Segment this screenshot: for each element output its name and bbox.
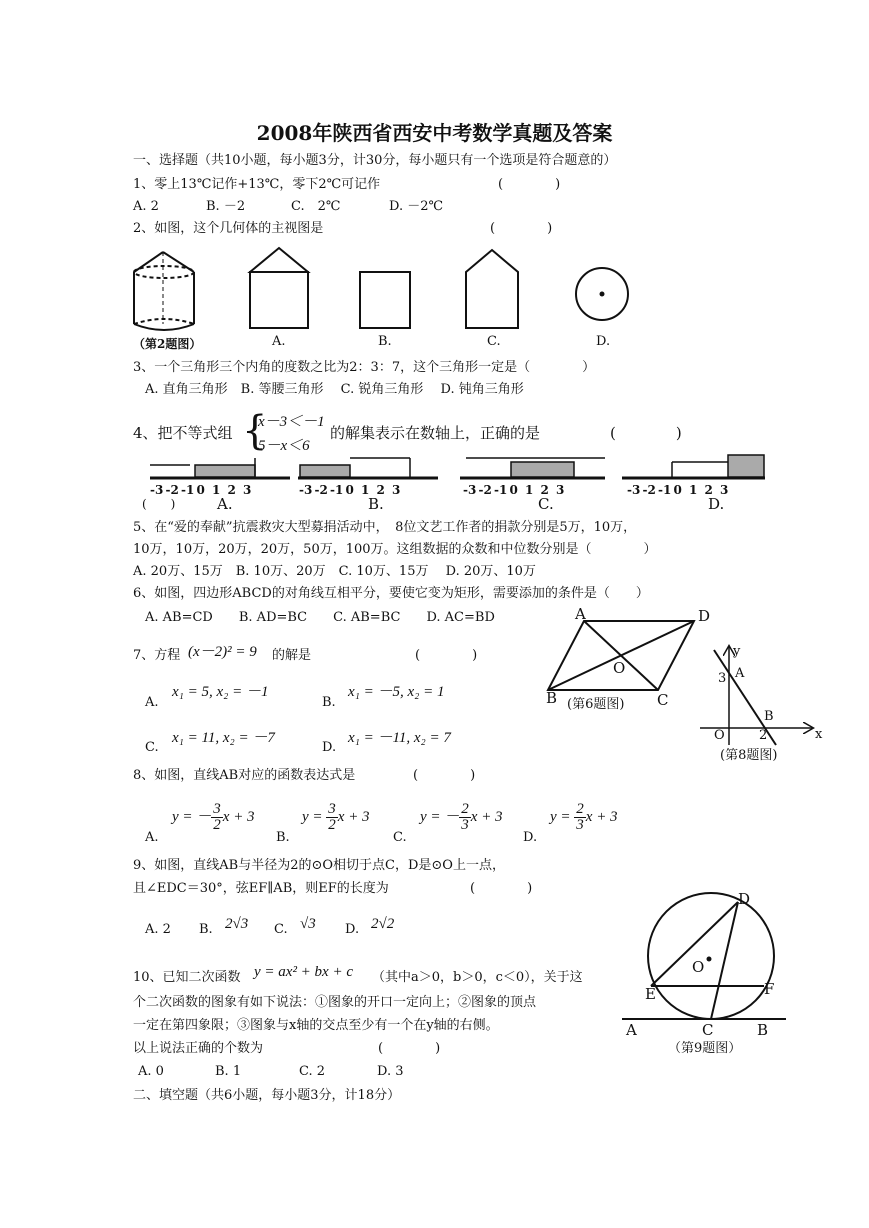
q7-letter-a: A. [145, 695, 159, 710]
q5-line-1: 5、在“爱的奉献”抗震救灾大型募捐活动中， 8位文艺工作者的捐款分别是5万，10万， [133, 520, 637, 535]
q8-d-den: 3 [576, 817, 584, 833]
q8-a-lhs: y = － [172, 808, 212, 825]
q1-option-c: C. 2℃ [291, 199, 341, 214]
q8-label-y: y [733, 644, 741, 659]
q2-answer-paren: ( ) [490, 221, 553, 236]
system-brace: { [242, 408, 268, 454]
q4-tick-label: -2 [314, 483, 328, 497]
q10-equation: y = ax² + bx + c [254, 964, 353, 980]
q8-b-rhs: x + 3 [337, 808, 370, 825]
q4-answer-paren: ( ) [610, 424, 682, 442]
page-title: 2008年陕西省西安中考数学真题及答案 [256, 121, 613, 145]
q4-tick-label: -1 [494, 483, 508, 497]
q9-answer-paren: ( ) [470, 881, 533, 896]
q6-point-a: A [575, 605, 586, 623]
q5-options: A. 20万、15万 B. 10万、20万 C. 10万、15万 D. 20万、10万 [133, 564, 536, 579]
q2-figure-label: （第2题图） [133, 337, 202, 351]
section-heading-choice: 一、选择题（共10小题，每小题3分，计30分，每小题只有一个选项是符合题意的） [133, 153, 617, 168]
q8-point-b: B [764, 709, 774, 724]
q9-point-e: E [645, 985, 656, 1003]
q4-suffix: 的解集表示在数轴上，正确的是 [330, 424, 541, 442]
q4-tick-label: -1 [330, 483, 344, 497]
q8-stem: 8、如图，直线AB对应的函数表达式是 [133, 768, 356, 783]
q4-tick-label: 3 [392, 483, 401, 497]
q1-option-a: A. 2 [133, 199, 159, 214]
q8-d-lhs: y = [550, 808, 575, 825]
q4-label-c: C. [538, 495, 554, 513]
q9-point-c: C [702, 1021, 714, 1039]
q9-point-f: F [764, 980, 775, 998]
q6-point-b: B [546, 689, 558, 707]
q4-tick-label: 0 [673, 483, 682, 497]
q8-c-rhs: x + 3 [470, 808, 503, 825]
q6-stem: 6、如图，四边形ABCD的对角线互相平分，要使它变为矩形，需要添加的条件是（ ） [133, 586, 649, 601]
q4-inequality-1: x－3＜－1 [258, 414, 325, 430]
q4-tick-label: 3 [243, 483, 252, 497]
q9-point-d: D [738, 890, 751, 908]
q10-line-2: 个二次函数的图象有如下说法：①图象的开口一定向上；②图象的顶点 [133, 995, 537, 1010]
q8-c-lhs: y = － [420, 808, 460, 825]
q8-d-num: 2 [576, 801, 584, 817]
q10-option-c: C. 2 [299, 1064, 326, 1079]
q2-label-c: C. [487, 334, 501, 349]
q1-option-b: B. －2 [206, 199, 246, 214]
q4-tick-label: 2 [376, 483, 385, 497]
q9-option-b: 2√3 [225, 916, 249, 932]
q9-point-a: A [626, 1021, 637, 1039]
q8-answer-paren: ( ) [413, 768, 476, 783]
q9-letter-c: C. [274, 922, 288, 937]
q7-equation: (x－2)² = 9 [188, 644, 257, 660]
q8-b-num: 3 [328, 801, 336, 817]
q4-tick-label: 2 [704, 483, 713, 497]
q8-label-x: x [815, 727, 823, 742]
q8-b-den: 2 [328, 817, 336, 833]
q2-stem: 2、如图，这个几何体的主视图是 [133, 221, 324, 236]
q8-c-den: 3 [461, 817, 469, 833]
q6-options: A. AB=CD B. AD=BC C. AB=BC D. AC=BD [145, 610, 495, 625]
q3-options: A. 直角三角形 B. 等腰三角形 C. 锐角三角形 D. 钝角三角形 [145, 382, 524, 397]
q10-line-3: 一定在第四象限；③图象与x轴的交点至少有一个在y轴的右侧。 [133, 1018, 499, 1033]
q8-a-rhs: x + 3 [222, 808, 255, 825]
q8-label-3: 3 [718, 671, 727, 686]
q1-option-d: D. －2℃ [389, 199, 444, 214]
q9-line-2: 且∠EDC＝30°，弦EF∥AB，则EF的长度为 [133, 881, 389, 896]
q10-option-a: A. 0 [138, 1064, 164, 1079]
q4-tick-label: 1 [525, 483, 534, 497]
q9-point-b: B [757, 1021, 769, 1039]
q10-answer-paren: ( ) [378, 1041, 441, 1056]
q8-b-lhs: y = [302, 808, 327, 825]
q4-tick-label: 2 [227, 483, 236, 497]
q7-option-b: x₁ = －5, x₂ = 1 [348, 684, 445, 700]
q2-label-b: B. [378, 334, 392, 349]
q9-line-1: 9、如图，直线AB与半径为2的⊙O相切于点C，D是⊙O上一点， [133, 858, 505, 873]
q6-figure-label: (第6题图) [567, 697, 625, 712]
q4-label-b: B. [368, 495, 384, 513]
q6-point-d: D [698, 607, 711, 625]
q1-answer-paren: ( ) [498, 177, 561, 192]
q9-option-a: A. 2 [145, 922, 171, 937]
q1-stem: 1、零上13℃记作+13℃，零下2℃可记作 [133, 177, 381, 192]
q7-letter-c: C. [145, 740, 159, 755]
q4-tick-label: -1 [658, 483, 672, 497]
q9-option-c: √3 [300, 916, 316, 932]
q4-tick-label: -3 [463, 483, 477, 497]
q9-letter-b: B. [199, 922, 213, 937]
q7-option-c: x₁ = 11, x₂ = －7 [172, 730, 275, 746]
q9-point-o: O [692, 958, 705, 976]
q8-letter-d: D. [523, 830, 538, 845]
q9-option-d: 2√2 [371, 916, 395, 932]
q10-prefix: 10、已知二次函数 [133, 970, 241, 985]
q4-tick-label: -3 [150, 483, 164, 497]
q4-prefix: 4、把不等式组 [133, 424, 233, 442]
q8-letter-c: C. [393, 830, 407, 845]
q7-letter-d: D. [322, 740, 337, 755]
q7-option-a: x₁ = 5, x₂ = －1 [172, 684, 269, 700]
q4-label-a: A. [217, 495, 233, 513]
q8-point-a: A [735, 666, 745, 681]
q4-tick-label: 1 [361, 483, 370, 497]
q4-tick-label: -1 [181, 483, 195, 497]
q4-tick-label: 0 [509, 483, 518, 497]
q8-c-num: 2 [461, 801, 469, 817]
q4-label-d: D. [708, 495, 725, 513]
q7-option-d: x₁ = －11, x₂ = 7 [348, 730, 451, 746]
q7-answer-paren: ( ) [415, 648, 478, 663]
q8-letter-a: A. [145, 830, 159, 845]
q9-letter-d: D. [345, 922, 360, 937]
q2-label-d: D. [596, 334, 611, 349]
q4-tick-label: 3 [720, 483, 729, 497]
q6-point-o: O [613, 659, 626, 677]
q4-tick-label: -3 [299, 483, 313, 497]
q10-option-b: B. 1 [215, 1064, 242, 1079]
q8-label-o: O [714, 728, 725, 743]
q4-tick-label: -2 [478, 483, 492, 497]
q7-letter-b: B. [322, 695, 336, 710]
q4-tick-label: 1 [212, 483, 221, 497]
q7-prefix: 7、方程 [133, 648, 181, 663]
q4-open-paren: ( ) [142, 497, 176, 511]
section-heading-fill: 二、填空题（共6小题，每小题3分，计18分） [133, 1088, 401, 1103]
q9-figure-label: （第9题图） [668, 1041, 742, 1056]
q3-stem: 3、一个三角形三个内角的度数之比为2：3：7，这个三角形一定是（ ） [133, 360, 596, 375]
q7-suffix: 的解是 [272, 648, 312, 663]
q8-letter-b: B. [276, 830, 290, 845]
q4-tick-label: 1 [689, 483, 698, 497]
q10-line-4: 以上说法正确的个数为 [133, 1041, 264, 1056]
q2-label-a: A. [272, 334, 286, 349]
q4-tick-label: 2 [540, 483, 549, 497]
q8-a-num: 3 [213, 801, 221, 817]
q8-d-rhs: x + 3 [585, 808, 618, 825]
q4-tick-label: 0 [196, 483, 205, 497]
q10-suffix: （其中a＞0，b＞0，c＜0），关于这 [372, 970, 583, 985]
q5-line-2: 10万，10万，20万，20万，50万，100万。这组数据的众数和中位数分别是（ ） [133, 542, 657, 557]
q10-option-d: D. 3 [377, 1064, 404, 1079]
q4-tick-label: 3 [556, 483, 565, 497]
q4-tick-label: -2 [165, 483, 179, 497]
q4-inequality-2: 5－x＜6 [258, 438, 310, 454]
q8-figure-label: (第8题图) [720, 748, 778, 763]
q6-point-c: C [657, 691, 669, 709]
q4-tick-label: -3 [627, 483, 641, 497]
q4-tick-label: -2 [642, 483, 656, 497]
q4-tick-label: 0 [345, 483, 354, 497]
q8-label-2: 2 [759, 728, 768, 743]
q8-a-den: 2 [213, 817, 221, 833]
